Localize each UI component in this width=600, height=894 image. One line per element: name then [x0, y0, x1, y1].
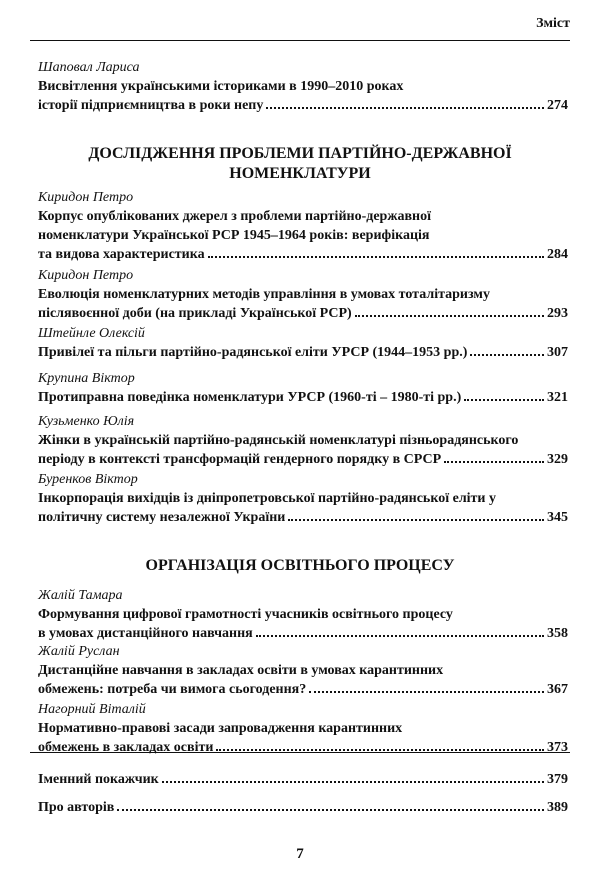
dot-leader — [216, 749, 544, 751]
entry-page: 373 — [547, 740, 568, 755]
entry-last-line — [38, 798, 568, 817]
header-rule — [30, 40, 570, 41]
dot-leader — [117, 809, 544, 811]
entry-title-end: та видова характеристика — [38, 247, 205, 262]
entry-author: Киридон Петро — [38, 190, 134, 205]
entry-title-end: періоду в контексті трансформацій гендерного порядку в СРСР — [38, 452, 442, 467]
page-number: 7 — [296, 846, 304, 862]
entry-title-line: Висвітлення українськими істориками в 1990–2010 роках — [38, 79, 404, 94]
entry-page: 367 — [547, 682, 568, 697]
toc-entry[interactable] — [38, 412, 568, 469]
entry-page: 389 — [547, 800, 568, 815]
entry-title-line: Нормативно-правові засади запровадження карантинних — [38, 721, 403, 736]
entry-author: Шаповал Лариса — [38, 60, 140, 75]
entry-author: Буренков Віктор — [38, 472, 138, 487]
entry-title-line: Формування цифрової грамотності учасників освітнього процесу — [38, 607, 453, 622]
entry-last-line — [38, 245, 568, 264]
dot-leader — [162, 781, 544, 783]
dot-leader — [355, 315, 544, 317]
entry-last-line — [38, 96, 568, 115]
entry-last-line — [38, 770, 568, 789]
entry-title-end: Про авторів — [38, 800, 115, 815]
toc-entry[interactable] — [38, 324, 568, 362]
section-title — [40, 556, 560, 576]
toc-entry[interactable] — [38, 58, 568, 115]
entry-last-line — [38, 343, 568, 362]
entry-last-line — [38, 450, 568, 469]
toc-entry[interactable] — [38, 586, 568, 643]
entry-title-line: Корпус опублікованих джерел з проблеми партійно-державної — [38, 209, 431, 224]
entry-title-line: Дистанційне навчання в закладах освіти в умовах карантинних — [38, 663, 444, 678]
dot-leader — [309, 691, 544, 693]
entry-title-end: в умовах дистанційного навчання — [38, 626, 253, 641]
entry-title-end: історії підприємництва в роки непу — [38, 98, 264, 113]
entry-page: 284 — [547, 247, 568, 262]
dot-leader — [464, 399, 544, 401]
section-title-line: НОМЕНКЛАТУРИ — [229, 165, 371, 182]
entry-title-end: Привілеї та пільги партійно-радянської еліти УРСР (1944–1953 рр.) — [38, 345, 468, 360]
entry-last-line — [38, 624, 568, 643]
dot-leader — [288, 519, 544, 521]
toc-entry[interactable] — [38, 470, 568, 527]
entry-title-line: Еволюція номенклатурних методів управління в умовах тоталітаризму — [38, 287, 490, 302]
entry-title-line: Жінки в українській партійно-радянській номенклатурі пізньорадянського — [38, 433, 519, 448]
toc-entry[interactable] — [38, 369, 568, 407]
entry-author: Кузьменко Юлія — [38, 414, 135, 429]
entry-page: 293 — [547, 306, 568, 321]
entry-author: Штейнле Олексій — [38, 326, 145, 341]
toc-entry[interactable] — [38, 188, 568, 264]
section-title — [40, 144, 560, 184]
entry-page: 345 — [547, 510, 568, 525]
section-title-line: ОРГАНІЗАЦІЯ ОСВІТНЬОГО ПРОЦЕСУ — [145, 557, 455, 574]
entry-title-line: Інкорпорація вихідців із дніпропетровської партійно-радянської еліти у — [38, 491, 497, 506]
entry-author: Нагорний Віталій — [38, 702, 146, 717]
entry-title-end: політичну систему незалежної України — [38, 510, 286, 525]
toc-entry[interactable] — [38, 642, 568, 699]
dot-leader — [444, 461, 544, 463]
entry-page: 358 — [547, 626, 568, 641]
dot-leader — [256, 635, 544, 637]
entry-page: 274 — [547, 98, 568, 113]
dot-leader — [470, 354, 544, 356]
entry-last-line — [38, 738, 568, 757]
entry-author: Жалій Тамара — [38, 588, 123, 603]
toc-entry[interactable] — [38, 798, 568, 817]
entry-last-line — [38, 508, 568, 527]
entry-author: Жалій Руслан — [38, 644, 120, 659]
entry-last-line — [38, 304, 568, 323]
entry-title-end: Протиправна поведінка номенклатури УРСР (1960-ті – 1980-ті рр.) — [38, 390, 462, 405]
entry-page: 379 — [547, 772, 568, 787]
dot-leader — [208, 256, 544, 258]
entry-page: 307 — [547, 345, 568, 360]
entry-author: Крупина Віктор — [38, 371, 135, 386]
toc-entry[interactable] — [38, 700, 568, 757]
entry-last-line — [38, 388, 568, 407]
entry-title-end: обмежень в закладах освіти — [38, 740, 214, 755]
entry-title-end: обмежень: потреба чи вимога сьогодення? — [38, 682, 307, 697]
entry-title-end: післявоєнної доби (на прикладі Української РСР) — [38, 306, 352, 321]
entry-page: 321 — [547, 390, 568, 405]
divider — [30, 752, 570, 753]
entry-author: Киридон Петро — [38, 268, 134, 283]
toc-entry[interactable] — [38, 266, 568, 323]
entry-title-end: Іменний покажчик — [38, 772, 159, 787]
toc-entry[interactable] — [38, 770, 568, 789]
header-title: Зміст — [536, 16, 570, 31]
entry-page: 329 — [547, 452, 568, 467]
entry-last-line — [38, 680, 568, 699]
section-title-line: ДОСЛІДЖЕННЯ ПРОБЛЕМИ ПАРТІЙНО-ДЕРЖАВНОЇ — [88, 145, 512, 162]
entry-title-line: номенклатури Української РСР 1945–1964 років: верифікація — [38, 228, 430, 243]
dot-leader — [266, 107, 544, 109]
